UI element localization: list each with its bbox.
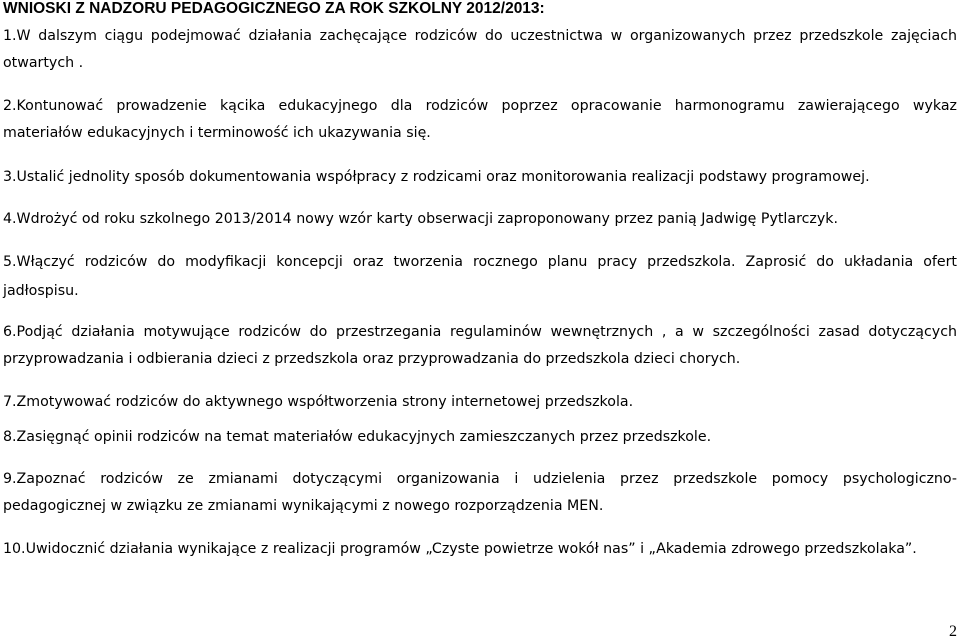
item-9-line-2: pedagogicznej w związku ze zmianami wynikającymi z nowego rozporządzenia MEN. <box>3 498 604 514</box>
item-10-line-1: 10.Uwidocznić działania wynikające z realizacji programów „Czyste powietrze wokół nas” i „Akademia zdrowego przedszkolaka”. <box>3 541 917 557</box>
page-number: 2 <box>949 623 957 640</box>
item-5-line-2: jadłospisu. <box>3 283 79 299</box>
item-6-line-2: przyprowadzania i odbierania dzieci z przedszkola oraz przyprowadzania do przedszkola dzieci chorych. <box>3 351 741 367</box>
item-8-line-1: 8.Zasięgnąć opinii rodziców na temat materiałów edukacyjnych zamieszczanych przez przedszkole. <box>3 429 712 445</box>
item-9-line-1: 9.Zapoznać rodziców ze zmianami dotyczącymi organizowania i udzielenia przez przedszkole pomocy psychologiczno- <box>3 471 957 487</box>
item-1-line-2: otwartych . <box>3 55 84 71</box>
item-5-line-1: 5.Włączyć rodziców do modyfikacji koncepcji oraz tworzenia rocznego planu pracy przedszkola. Zaprosić do układania ofert <box>3 254 957 270</box>
item-7-line-1: 7.Zmotywować rodziców do aktywnego współtworzenia strony internetowej przedszkola. <box>3 394 634 410</box>
item-6-line-1: 6.Podjąć działania motywujące rodziców do przestrzegania regulaminów wewnętrznych , a w szczególności zasad dotyczących <box>3 324 957 340</box>
document-title: WNIOSKI Z NADZORU PEDAGOGICZNEGO ZA ROK SZKOLNY 2012/2013: <box>3 0 545 17</box>
item-3-line-1: 3.Ustalić jednolity sposób dokumentowania współpracy z rodzicami oraz monitorowania realizacji podstawy programowej. <box>3 169 870 185</box>
item-2-line-2: materiałów edukacyjnych i terminowość ich ukazywania się. <box>3 125 431 141</box>
item-4-line-1: 4.Wdrożyć od roku szkolnego 2013/2014 nowy wzór karty obserwacji zaproponowany przez panią Jadwigę Pytlarczyk. <box>3 211 838 227</box>
item-1-line-1: 1.W dalszym ciągu podejmować działania zachęcające rodziców do uczestnictwa w organizowanych przez przedszkole zajęciach <box>3 28 957 44</box>
item-2-line-1: 2.Kontunować prowadzenie kącika edukacyjnego dla rodziców poprzez opracowanie harmonogramu zawierającego wykaz <box>3 98 957 114</box>
